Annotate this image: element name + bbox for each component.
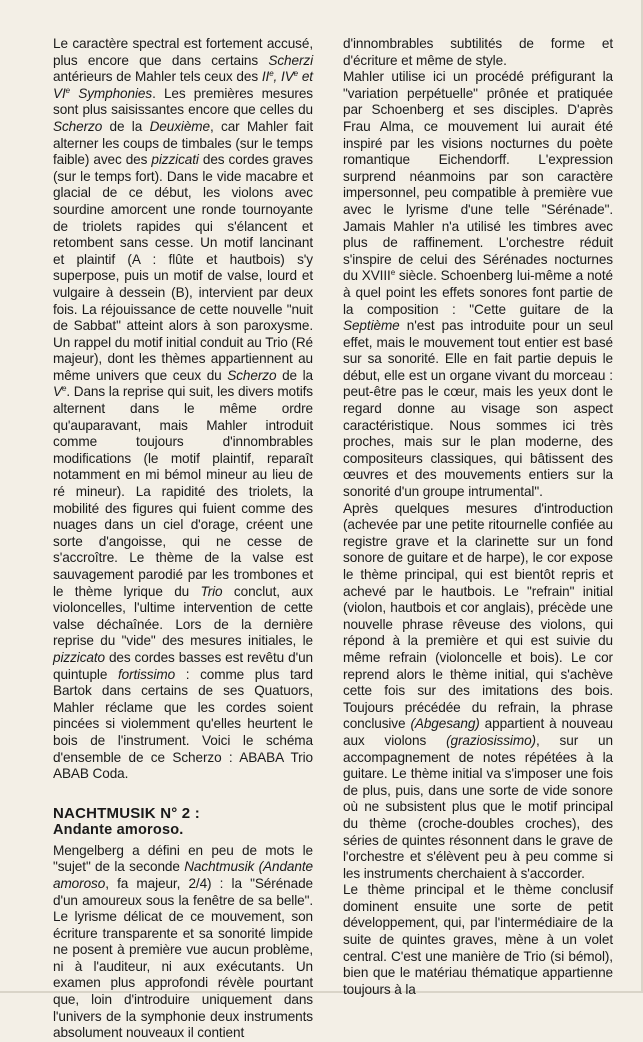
- right-paragraph-1: d'innombrables subtilités de forme et d'écriture et même de style.: [343, 36, 613, 68]
- emphasis-text: Scherzi: [268, 52, 313, 68]
- emphasis-text: pizzicato: [53, 649, 105, 665]
- superscript: e: [390, 268, 396, 278]
- emphasis-text: II: [261, 69, 270, 85]
- superscript: e: [293, 69, 299, 79]
- emphasis-text: Septième: [343, 318, 400, 334]
- superscript: e: [65, 85, 71, 95]
- emphasis-text: Scherzo: [53, 118, 103, 134]
- right-paragraph-2: Mahler utilise ici un procédé préfigurant la "variation perpétuelle" prônée et pratiquée par Schoenberg et ses disciples. D'après Frau Alma, ce mouvement lui aurait été inspiré par les visions nocturnes du poète romantique Eichendorff. L'expression surprend néanmoins par son caractère impersonnel, peu compatible à première vue avec le lyrisme d'une telle "Sérénade". Jamais Mahler n'a utilisé les timbres avec plus de raffinement. L'orchestre réduit s'inspire de celui des Sérénades nocturnes du XVIIIe siècle. Schoenberg lui-même a noté à quel point les effets sonores font partie de la composition : "Cette guitare de la Septième n'est pas introduite pour un seul effet, mais le mouvement tout entier est basé sur sa sonorité. Elle en fait partie depuis le début, elle est un organe vivant du morceau : peut-être pas le cœur, mais les yeux dont le regard donne au visage son aspect caractéristique. Nous sommes ici très proches, mais sur le plan moderne, des compositeurs classiques, qui bâtissent des œuvres et des mouvements entiers sur la sonorité d'un groupe intrumental".: [343, 69, 613, 500]
- emphasis-text: Scherzo: [227, 367, 277, 383]
- emphasis-text: Nachtmusik (Andante amoroso: [53, 859, 313, 891]
- section-heading: [53, 805, 313, 839]
- emphasis-text: Deuxième: [149, 118, 210, 134]
- right-paragraph-4: Le thème principal et le thème conclusif dominent ensuite une sorte de petit développement, qui, par l'intermédiaire de la suite de quintes graves, mène à un volet central. C'est une manière de Trio (si bémol), bien que le matériau thématique appartienne toujours à la: [343, 882, 613, 997]
- superscript: e: [269, 69, 274, 79]
- section-subtitle: Andante amoroso.: [53, 821, 184, 838]
- emphasis-text: Trio: [200, 583, 223, 599]
- section-heading-title: NACHTMUSIK N° 2 :: [53, 804, 200, 822]
- emphasis-text: , IV: [273, 69, 294, 85]
- emphasis-text: et VI: [53, 69, 313, 101]
- emphasis-text: (graziosissimo): [446, 732, 536, 748]
- emphasis-text: Symphonies: [70, 85, 153, 101]
- right-paragraph-3: Après quelques mesures d'introduction (achevée par une petite ritournelle confiée au registre grave et la clarinette sur un fond sonore de guitare et de harpe), le cor expose le thème principal, qui est bientôt repris et achevé par le hautbois. Le "refrain" initial (violon, hautbois et cor anglais), précède une nouvelle phrase rêveuse des violons, qui répond à la première et qui est suivie du même refrain (violoncelle et bois). Le cor reprend alors le thème initial, qui s'achève cette fois sur des imitations des bois. Toujours précédée du refrain, la phrase conclusive (Abgesang) appartient à nouveau aux violons (graziosissimo), sur un accompagnement de notes répétées à la guitare. Le thème initial va s'imposer une fois de plus, puis, dans une sorte de vide sonore où ne subsistent plus que le motif principal du thème (croche-doubles croches), des séries de quintes résonnent dans le grave de l'orchestre et s'élèvent peu à peu comme si les instruments cherchaient à s'accorder.: [343, 500, 613, 881]
- right-column: [343, 36, 613, 998]
- left-column: [53, 36, 313, 1042]
- emphasis-text: V: [53, 384, 62, 400]
- emphasis-text: (Abgesang): [410, 716, 480, 732]
- section-paragraph: Mengelberg a défini en peu de mots le "sujet" de la seconde Nachtmusik (Andante amoroso, fa majeur, 2/4) : la "Sérénade d'un amoureux sous la fenêtre de sa belle". Le lyrisme délicat de ce mouvement, son écriture transparente et sa sonorité limpide ne posent à première vue aucun problème, ni à l'auditeur, ni aux exécutants. Un examen plus approfondi révèle pourtant que, loin d'introduire uniquement dans l'univers de la symphonie deux instruments absolument nouveaux il contient: [53, 842, 313, 1041]
- emphasis-text: pizzicati: [151, 152, 199, 168]
- intro-paragraph: Le caractère spectral est fortement accusé, plus encore que dans certains Scherzi antérieurs de Mahler tels ceux des IIe, IVe et VIe Symphonies. Les premières mesures sont plus saisissantes encore que celles du Scherzo de la Deuxième, car Mahler fait alterner les coups de timbales (sur le temps faible) avec des pizzicati des cordes graves (sur le temps fort). Dans le vide macabre et glacial de ce début, les violons avec sourdine amorcent une ronde tournoyante de triolets rapides qui s'élancent et retombent sans cesse. Un motif lancinant et plaintif (A : flûte et hautbois) s'y superpose, puis un motif de valse, lourd et vulgaire à dessein (B), intervient par deux fois. La réjouissance de cette nouvelle "nuit de Sabbat" atteint alors à son paroxysme. Un rappel du motif initial conduit au Trio (Ré majeur), dont les thèmes appartiennent au même univers que ceux du Scherzo de la Ve. Dans la reprise qui suit, les divers motifs alternent dans le même ordre qu'auparavant, mais Mahler introduit comme toujours d'innombrables modifications (le motif plaintif, reparaît notamment en mi bémol mineur au lieu de ré mineur). La rapidité des triolets, la mobilité des figures qui fuient comme des nuages dans un ciel d'orage, créent une sorte d'angoisse, qui ne cesse de s'accroître. Le thème de la valse est sauvagement parodié par les trombones et le thème lyrique du Trio conclut, aux violoncelles, l'ultime intervention de cette valse déchaînée. Lors de la dernière reprise du "vide" des mesures initiales, le pizzicato des cordes basses est revêtu d'un quintuple fortissimo : comme plus tard Bartok dans certains de ses Quatuors, Mahler réclame que les cordes soient pincées si violemment qu'elles heurtent le bois de l'instrument. Voici le schéma d'ensemble de ce Scherzo : ABABA Trio ABAB Coda.: [53, 36, 313, 782]
- emphasis-text: fortissimo: [117, 666, 176, 682]
- superscript: e: [61, 384, 67, 394]
